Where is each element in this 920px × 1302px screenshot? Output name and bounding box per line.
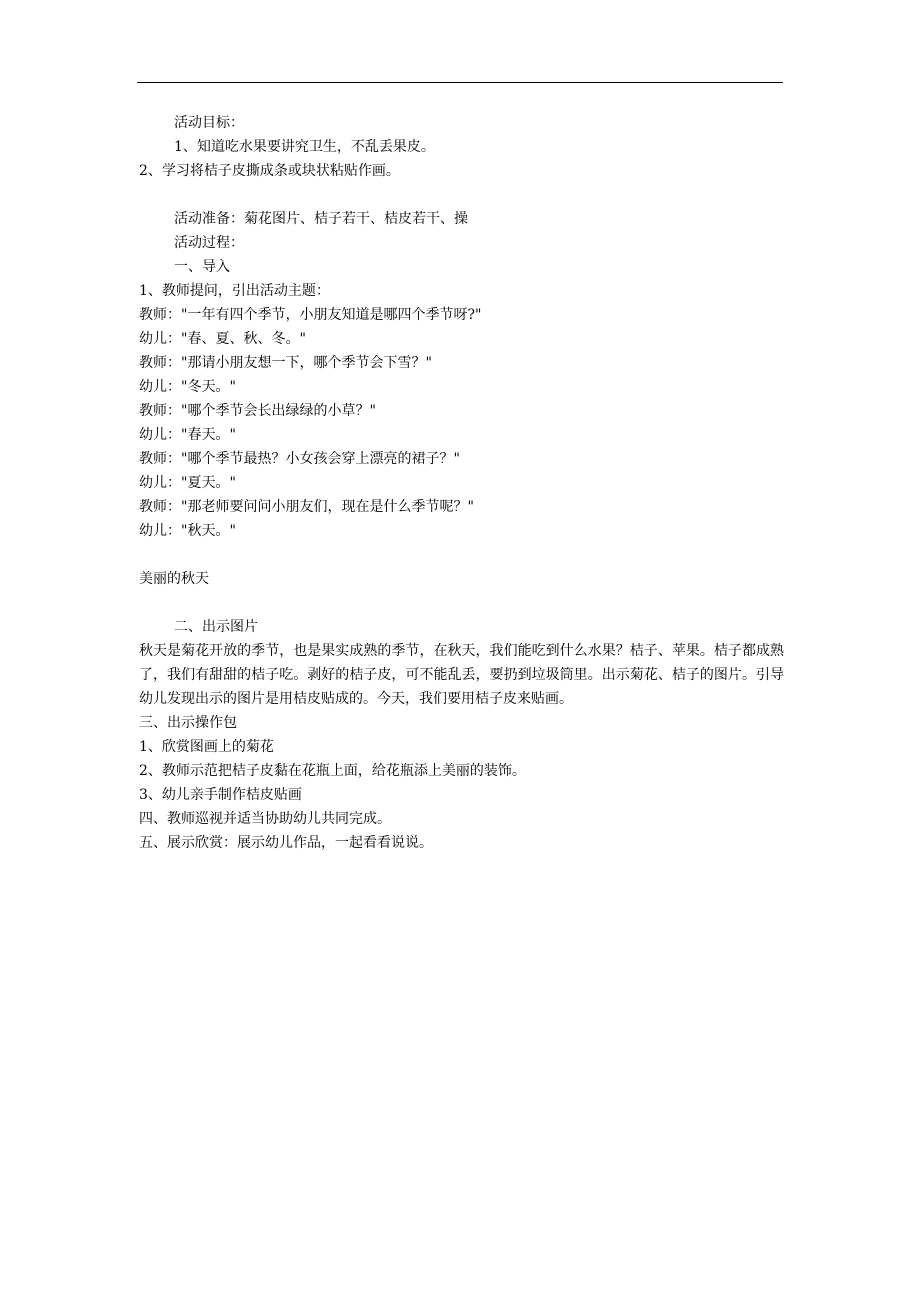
goal-item-1: 1、知道吃水果要讲究卫生，不乱丢果皮。 bbox=[174, 139, 435, 155]
dialogue-line: 幼儿："冬天。" bbox=[139, 379, 236, 395]
process-heading: 活动过程： bbox=[174, 235, 244, 251]
spacer bbox=[139, 183, 784, 207]
preparation-line: 活动准备：菊花图片、桔子若干、桔皮若干、操 bbox=[174, 211, 468, 227]
section-five-heading: 五、展示欣赏：展示幼儿作品，一起看看说说。 bbox=[139, 835, 433, 851]
document-body bbox=[139, 111, 784, 855]
goal-item-2: 2、学习将桔子皮撕成条或块状粘贴作画。 bbox=[139, 163, 400, 179]
dialogue-line: 教师："那老师要问问小朋友们，现在是什么季节呢？" bbox=[139, 499, 474, 515]
dialogue-line: 幼儿："夏天。" bbox=[139, 475, 236, 491]
dialogue-line: 教师："那请小朋友想一下，哪个季节会下雪？" bbox=[139, 355, 432, 371]
goal-heading: 活动目标： bbox=[174, 115, 244, 131]
dialogue-line: 教师："哪个季节最热？小女孩会穿上漂亮的裙子？" bbox=[139, 451, 460, 467]
dialogue-line: 教师："一年有四个季节，小朋友知道是哪四个季节呀?" bbox=[139, 307, 482, 323]
dialogue-line: 幼儿："春天。" bbox=[139, 427, 236, 443]
list-item: 2、教师示范把桔子皮黏在花瓶上面，给花瓶添上美丽的装饰。 bbox=[139, 763, 526, 779]
section-two-heading: 二、出示图片 bbox=[174, 619, 258, 635]
dialogue-line: 教师："哪个季节会长出绿绿的小草？" bbox=[139, 403, 376, 419]
dialogue-line: 幼儿："春、夏、秋、冬。" bbox=[139, 331, 306, 347]
spacer bbox=[139, 543, 784, 567]
dialogue-line: 幼儿："秋天。" bbox=[139, 523, 236, 539]
list-item: 3、幼儿亲手制作桔皮贴画 bbox=[139, 787, 302, 803]
spacer bbox=[139, 591, 784, 615]
header-rule bbox=[137, 82, 783, 83]
section-one-heading: 一、导入 bbox=[174, 259, 230, 275]
text-line: 1、教师提问，引出活动主题： bbox=[139, 283, 330, 299]
section-three-heading: 三、出示操作包 bbox=[139, 715, 237, 731]
section-title: 美丽的秋天 bbox=[139, 571, 209, 587]
section-two-paragraph: 秋天是菊花开放的季节，也是果实成熟的季节，在秋天，我们能吃到什么水果？桔子、苹果。桔子都成熟了，我们有甜甜的桔子吃。剥好的桔子皮，可不能乱丢，要扔到垃圾筒里。出示菊花、桔子的图片。引导幼儿发现出示的图片是用桔皮贴成的。今天，我们要用桔子皮来贴画。 bbox=[139, 643, 784, 707]
list-item: 1、欣赏图画上的菊花 bbox=[139, 739, 274, 755]
section-four-heading: 四、教师巡视并适当协助幼儿共同完成。 bbox=[139, 811, 391, 827]
